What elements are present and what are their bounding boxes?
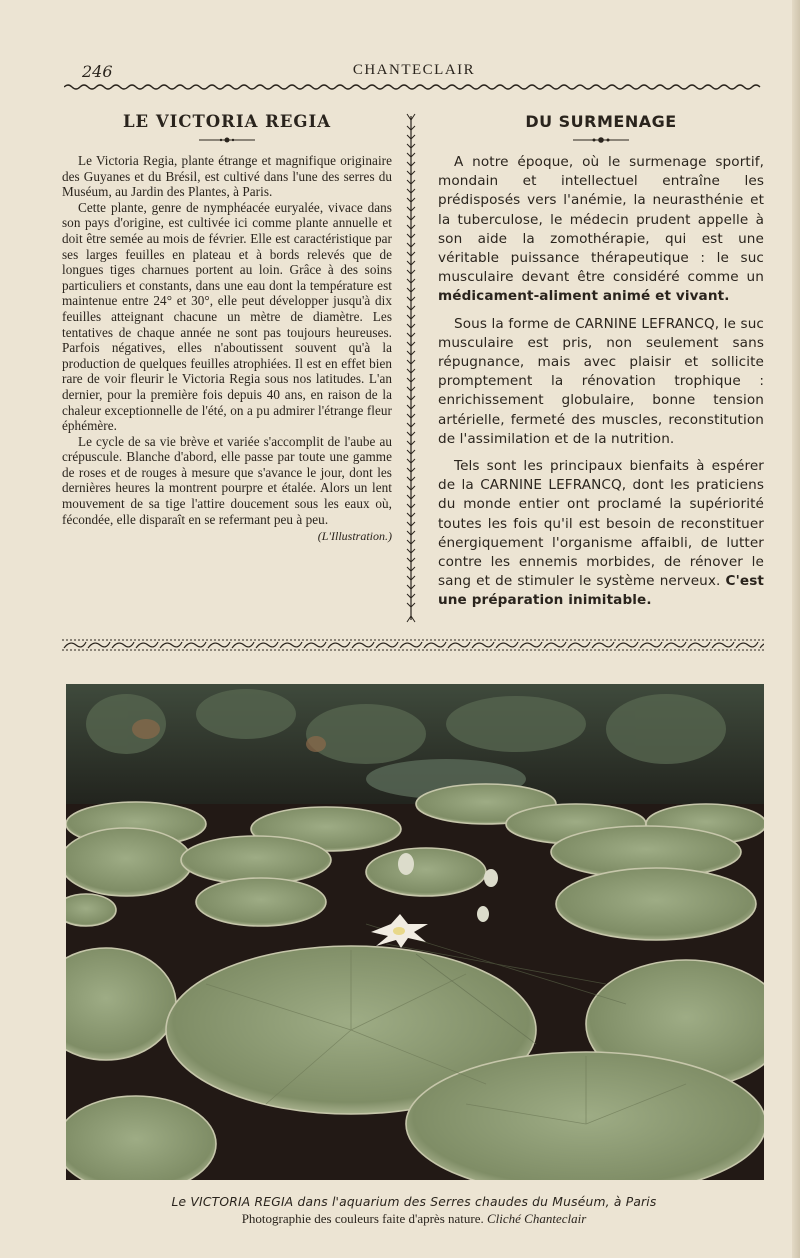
victoria-regia-photo xyxy=(66,684,764,1180)
header-wavy-rule xyxy=(64,83,764,91)
article-source: (L'Illustration.) xyxy=(317,529,392,544)
title-ornament xyxy=(197,135,257,145)
caption-title: Le VICTORIA REGIA dans l'aquarium des Serres chaudes du Muséum, à Paris xyxy=(171,1195,657,1209)
emphasis: C'est une préparation inimitable. xyxy=(438,573,764,609)
column-divider-ornament xyxy=(404,112,418,624)
journal-title: CHANTECLAIR xyxy=(352,62,476,78)
page-edge xyxy=(792,0,800,1258)
emphasis: médicament-aliment animé et vivant. xyxy=(438,288,730,305)
paragraph: Le Victoria Regia, plante étrange et magnifique originaire des Guyanes et du Brésil, est cultivé dans l'une des serres du Muséum, au Jardin des Plantes, à Paris. xyxy=(62,153,392,200)
paragraph: Tels sont les principaux bienfaits à espérer de la CARNINE LEFRANCQ, dont les praticiens du monde entier ont proclamé la supériorité toutes les fois qu'il est besoin de reconstituer énergiquement l'organisme affaibli, de lutter contre les ennemis morbides, de rénover le sang et de stimuler le système nerveux. C'est une préparation inimitable. xyxy=(438,458,764,609)
article-body xyxy=(62,153,392,527)
paragraph: Cette plante, genre de nymphéacée euryalée, vivace dans son pays d'origine, est cultivée ici comme plante annuelle et doit être semée au mois de février. Elle est caractéristique par ses larges feuilles en plateau et à bords relevés que de longues tiges charnues portent au loin. Grâce à des soins particuliers et constants, dans une eau dont la température est maintenue entre 24° et 30°, elle peut développer jusqu'à dix feuilles atteignant chacune un mètre de diamètre. Les tentatives de chaque année ne sont pas toujours heureuses. Parfois négatives, elles n'aboutissent souvent qu'à la production de quelques feuilles atrophiées. Il est en effet bien rare de voir fleurir le Victoria Regia sous nos latitudes. L'an dernier, pour la première fois depuis 40 ans, en raison de la chaleur exceptionnelle de l'été, on a pu admirer l'étrange fleur éphémère. xyxy=(62,199,392,434)
paragraph: A notre époque, où le surmenage sportif, mondain et intellectuel entraîne les prédisposés vers l'anémie, la neurasthénie et la tuberculose, le médecin prudent appelle à son aide la zomothérapie, qui est une véritable puissance thérapeutique : le suc musculaire devant être considéré comme un médicament-aliment animé et vivant. xyxy=(438,154,764,305)
caption-credit: Photographie des couleurs faite d'après nature. Cliché Chanteclair xyxy=(241,1211,587,1226)
paragraph: Sous la forme de CARNINE LEFRANCQ, le suc musculaire est pris, non seulement sans répugnance, mais avec plaisir et sollicite promptement la rénovation trophique : enrichissement globulaire, bonne tension artérielle, fermeté des muscles, reconstitution de l'assimilation et de la nutrition. xyxy=(438,315,764,447)
photo-credit: Cliché Chanteclair xyxy=(487,1211,587,1226)
decorative-border xyxy=(62,638,764,652)
article-victoria-regia xyxy=(62,108,392,544)
article-title: LE VICTORIA REGIA xyxy=(122,112,332,131)
page-number: 246 xyxy=(82,62,113,81)
article-surmenage xyxy=(438,108,764,619)
paragraph: Le cycle de sa vie brève et variée s'accomplit de l'aube au crépuscule. Blanche d'abord, elle passe par toute une gamme de roses et de rouges à mesure que s'avance le jour, dont les dernières heures la montrent pourpre et étalée. Alors un lent mouvement de sa tige l'attire doucement sous les eaux où, fécondée, elle disparaît en se refermant peu à peu. xyxy=(62,433,392,527)
title-ornament xyxy=(571,135,631,145)
article-body xyxy=(438,153,764,611)
photo-caption xyxy=(64,1195,764,1227)
article-title: DU SURMENAGE xyxy=(525,112,677,131)
